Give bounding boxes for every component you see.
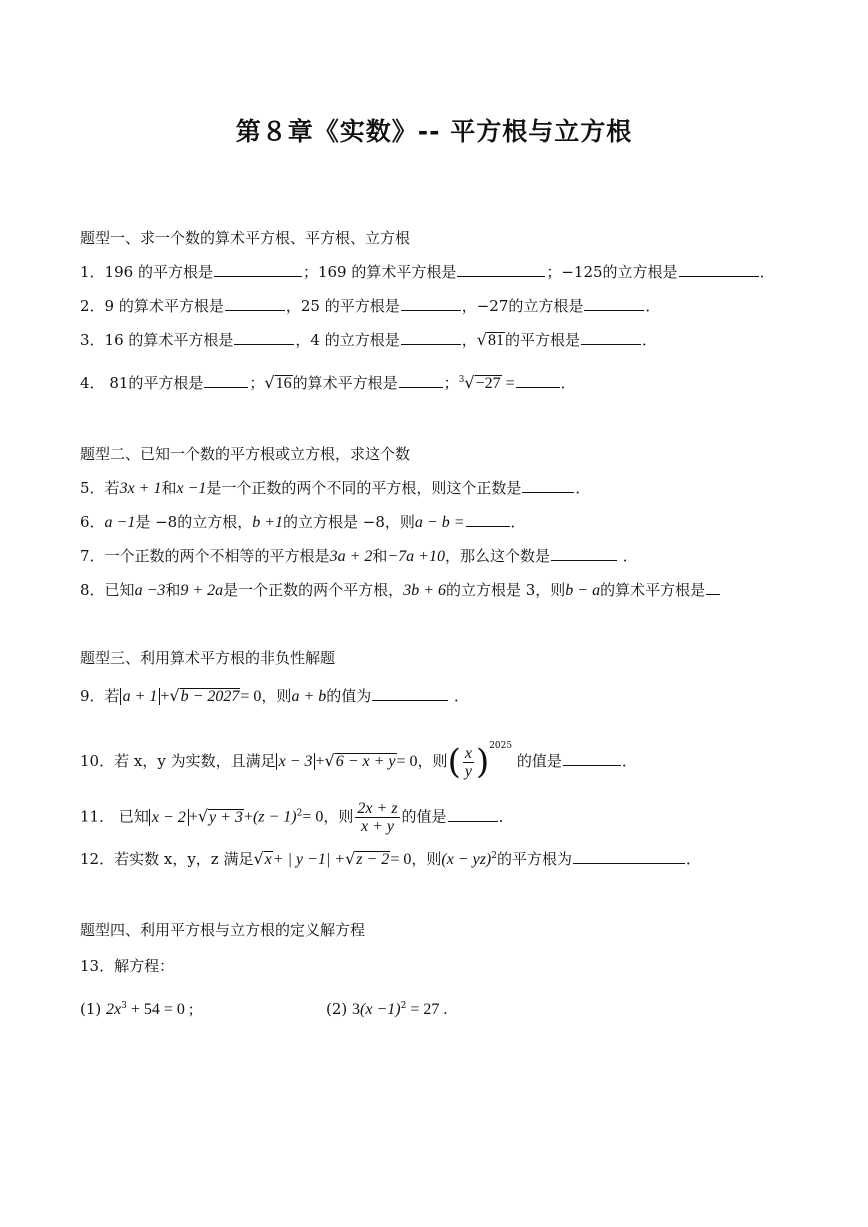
answer-blank[interactable] (372, 686, 448, 701)
question-9: 9．若 a + 1 +√b − 2027= 0，则a + b的值为 ． (80, 686, 470, 705)
answer-blank[interactable] (551, 546, 617, 561)
equation-2: (2) $3(x -1)^2 = 27$ . (326, 1000, 448, 1018)
question-3: 3．16 的算术平方根是 ，4 的立方根是 ，√81的平方根是 ． (80, 330, 657, 349)
equation-1: (1) $2x^3 + 54 = 0$ ; (80, 1000, 194, 1018)
answer-blank[interactable] (516, 373, 560, 388)
answer-blank[interactable] (466, 512, 510, 527)
answer-blank[interactable] (204, 373, 248, 388)
answer-blank[interactable] (581, 330, 641, 345)
question-11: 11． 已知 $x - 2 +√y + 3+(z - 1)^2= 0$，则 $\frac{2x + z}{x + y}$ 的值是 ． (80, 800, 514, 835)
section-4-heading: 题型四、利用平方根与立方根的定义解方程 (80, 921, 366, 939)
answer-blank[interactable] (679, 262, 759, 277)
answer-blank[interactable] (401, 330, 461, 345)
answer-blank[interactable] (448, 807, 498, 822)
answer-blank[interactable] (563, 751, 621, 766)
answer-blank[interactable] (225, 296, 285, 311)
answer-blank[interactable] (401, 296, 461, 311)
question-4: 4． 81的平方根是 ；√16的算术平方根是 ；$^3$√−27 = ． (80, 373, 576, 392)
question-5: 5．若3x + 1和x −1是一个正数的两个不同的平方根，则这个正数是 ． (80, 479, 591, 497)
question-10: 10．若 x，y 为实数，且满足 x − 3 +√6 − x + y= 0，则( $\frac{x}{y}$ )$^{2025}$ 的值是 ． (80, 741, 637, 782)
answer-blank[interactable] (214, 262, 302, 277)
section-2-heading: 题型二、已知一个数的平方根或立方根，求这个数 (80, 445, 411, 463)
question-2: 2．9 的算术平方根是 ，25 的平方根是 ，−27的立方根是 ． (80, 297, 661, 315)
question-7: 7．一个正数的两个不相等的平方根是3a + 2和−7a +10，那么这个数是 ． (80, 547, 638, 565)
answer-blank[interactable] (399, 373, 443, 388)
section-1-heading: 题型一、求一个数的算术平方根、平方根、立方根 (80, 229, 411, 247)
question-12: 12．若实数 x，y，z 满足√x+ | y −1| +√z − 2= 0，则(x − yz)$^2$的平方根为 ． (80, 849, 702, 868)
answer-blank[interactable] (706, 580, 720, 595)
page-title: 第８章《实数》-- 平方根与立方根 (235, 117, 633, 146)
section-3-heading: 题型三、利用算术平方根的非负性解题 (80, 649, 336, 667)
answer-blank[interactable] (457, 262, 545, 277)
answer-blank[interactable] (573, 849, 685, 864)
answer-blank[interactable] (522, 478, 574, 493)
answer-blank[interactable] (234, 330, 294, 345)
question-1: 1．196 的平方根是 ；169 的算术平方根是 ；−125的立方根是 ． (80, 263, 775, 281)
question-13: 13．解方程： (80, 957, 175, 975)
answer-blank[interactable] (584, 296, 644, 311)
question-8: 8．已知a −3和9 + 2a是一个正数的两个平方根，3b + 6的立方根是 3，则b − a的算术平方根是 (80, 580, 721, 601)
question-6: 6．a −1是 −8的立方根，b +1的立方根是 −8，则a − b = ． (80, 513, 526, 531)
